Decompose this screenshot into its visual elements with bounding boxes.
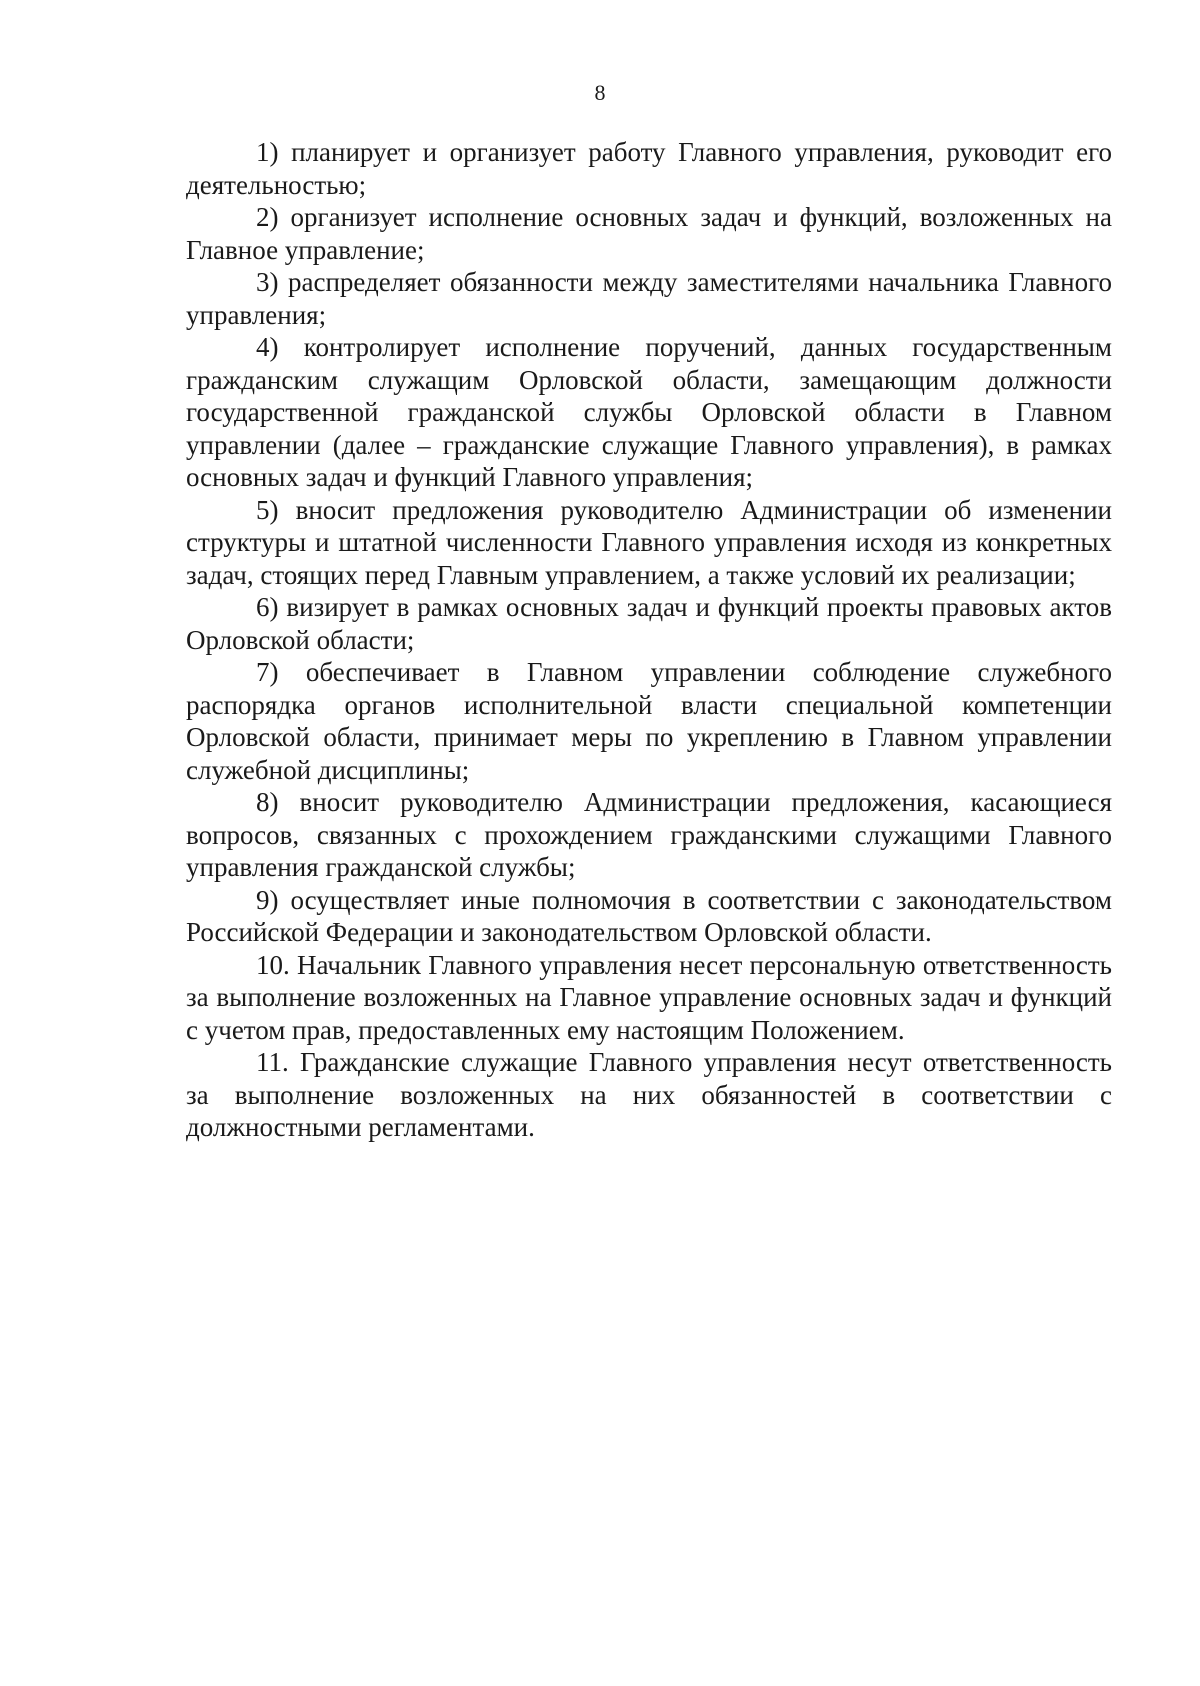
list-item-2: 2) организует исполнение основных задач и функций, возложенных на Главное управление; xyxy=(186,202,1112,265)
clause-11: 11. Гражданские служащие Главного управления несут ответственность за выполнение возложенных на них обязанностей в соответствии с должностными регламентами. xyxy=(186,1047,1112,1142)
document-body xyxy=(186,136,1112,1144)
list-item-9: 9) осуществляет иные полномочия в соответствии с законодательством Российской Федерации и законодательством Орловской области. xyxy=(186,884,1112,947)
list-item-3: 3) распределяет обязанности между заместителями начальника Главного управления; xyxy=(186,267,1112,330)
list-item-1: 1) планирует и организует работу Главного управления, руководит его деятельностью; xyxy=(186,137,1112,200)
list-item-7: 7) обеспечивает в Главном управлении соблюдение служебного распорядка органов исполнительной власти специальной компетенции Орловской области, принимает меры по укреплению в Главном управлении служебной дисциплины; xyxy=(186,657,1112,785)
clause-10: 10. Начальник Главного управления несет персональную ответственность за выполнение возложенных на Главное управление основных задач и функций с учетом прав, предоставленных ему настоящим Положением. xyxy=(186,949,1112,1045)
list-item-8: 8) вносит руководителю Администрации предложения, касающиеся вопросов, связанных с прохождением гражданскими служащими Главного управления гражданской службы; xyxy=(186,787,1112,882)
list-item-5: 5) вносит предложения руководителю Администрации об изменении структуры и штатной численности Главного управления исходя из конкретных задач, стоящих перед Главным управлением, а также условий их реализации; xyxy=(186,494,1112,590)
list-item-6: 6) визирует в рамках основных задач и функций проекты правовых актов Орловской области; xyxy=(186,592,1112,655)
list-item-4: 4) контролирует исполнение поручений, данных государственным гражданским служащим Орловской области, замещающим должности государственной гражданской службы Орловской области в Главном управлении (далее – гражданские служащие Главного управления), в рамках основных задач и функций Главного управления; xyxy=(186,332,1112,492)
page-number: 8 xyxy=(594,80,606,105)
